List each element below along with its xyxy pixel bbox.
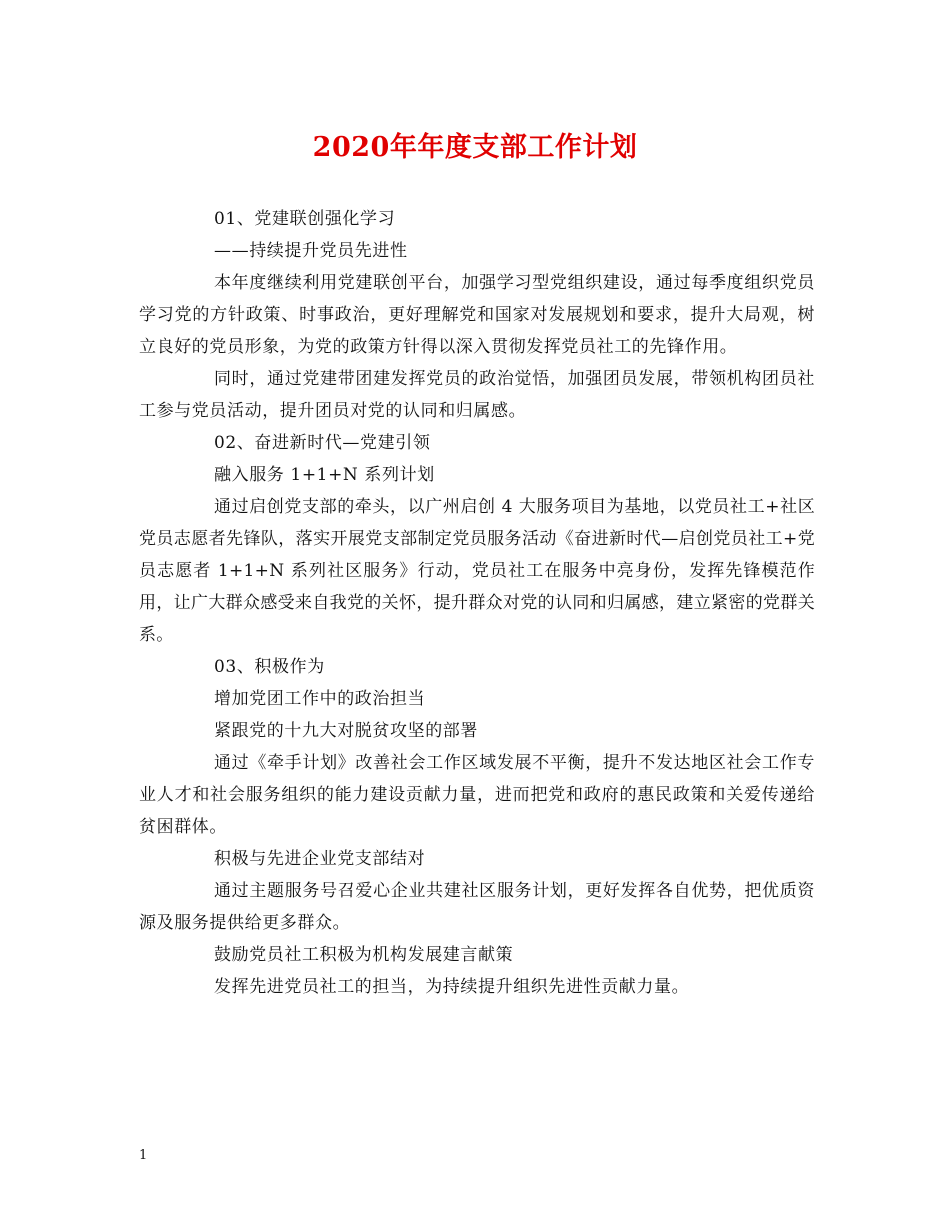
document-body bbox=[139, 203, 815, 1003]
section-subheading: 积极与先进企业党支部结对 bbox=[214, 849, 426, 869]
page-number: 1 bbox=[139, 1148, 148, 1163]
body-paragraph: 发挥先进党员社工的担当，为持续提升组织先进性贡献力量。 bbox=[214, 977, 690, 997]
page-title: 2020年年度支部工作计划 bbox=[312, 132, 638, 163]
section-heading-02: 02、奋进新时代—党建引领 bbox=[214, 433, 431, 453]
body-paragraph: 本年度继续利用党建联创平台，加强学习型党组织建设，通过每季度组织党员学习党的方针政策、时事政治，更好理解党和国家对发展规划和要求，提升大局观，树立良好的党员形象，为党的政策方针得以深入贯彻发挥党员社工的先锋作用。 bbox=[139, 273, 815, 357]
section-subheading: 紧跟党的十九大对脱贫攻坚的部署 bbox=[214, 721, 478, 741]
body-paragraph: 同时，通过党建带团建发挥党员的政治觉悟，加强团员发展，带领机构团员社工参与党员活动，提升团员对党的认同和归属感。 bbox=[139, 369, 815, 421]
body-paragraph: 通过主题服务号召爱心企业共建社区服务计划，更好发挥各自优势，把优质资源及服务提供给更多群众。 bbox=[139, 881, 815, 933]
section-subheading: ——持续提升党员先进性 bbox=[214, 241, 408, 261]
section-subheading: 鼓励党员社工积极为机构发展建言献策 bbox=[214, 945, 514, 965]
body-paragraph: 通过《牵手计划》改善社会工作区域发展不平衡，提升不发达地区社会工作专业人才和社会服务组织的能力建设贡献力量，进而把党和政府的惠民政策和关爱传递给贫困群体。 bbox=[139, 753, 815, 837]
body-paragraph: 通过启创党支部的牵头，以广州启创 4 大服务项目为基地，以党员社工+社区党员志愿者先锋队，落实开展党支部制定党员服务活动《奋进新时代—启创党员社工+党员志愿者 1+1+N 系列社区服务》行动，党员社工在服务中亮身份，发挥先锋模范作用，让广大群众感受来自我党的关怀，提升群众对党的认同和归属感，建立紧密的党群关系。 bbox=[139, 497, 815, 645]
section-heading-01: 01、党建联创强化学习 bbox=[214, 209, 396, 229]
section-heading-03: 03、积极作为 bbox=[214, 657, 325, 677]
section-subheading: 融入服务 1+1+N 系列计划 bbox=[214, 465, 435, 485]
section-subheading: 增加党团工作中的政治担当 bbox=[214, 689, 426, 709]
